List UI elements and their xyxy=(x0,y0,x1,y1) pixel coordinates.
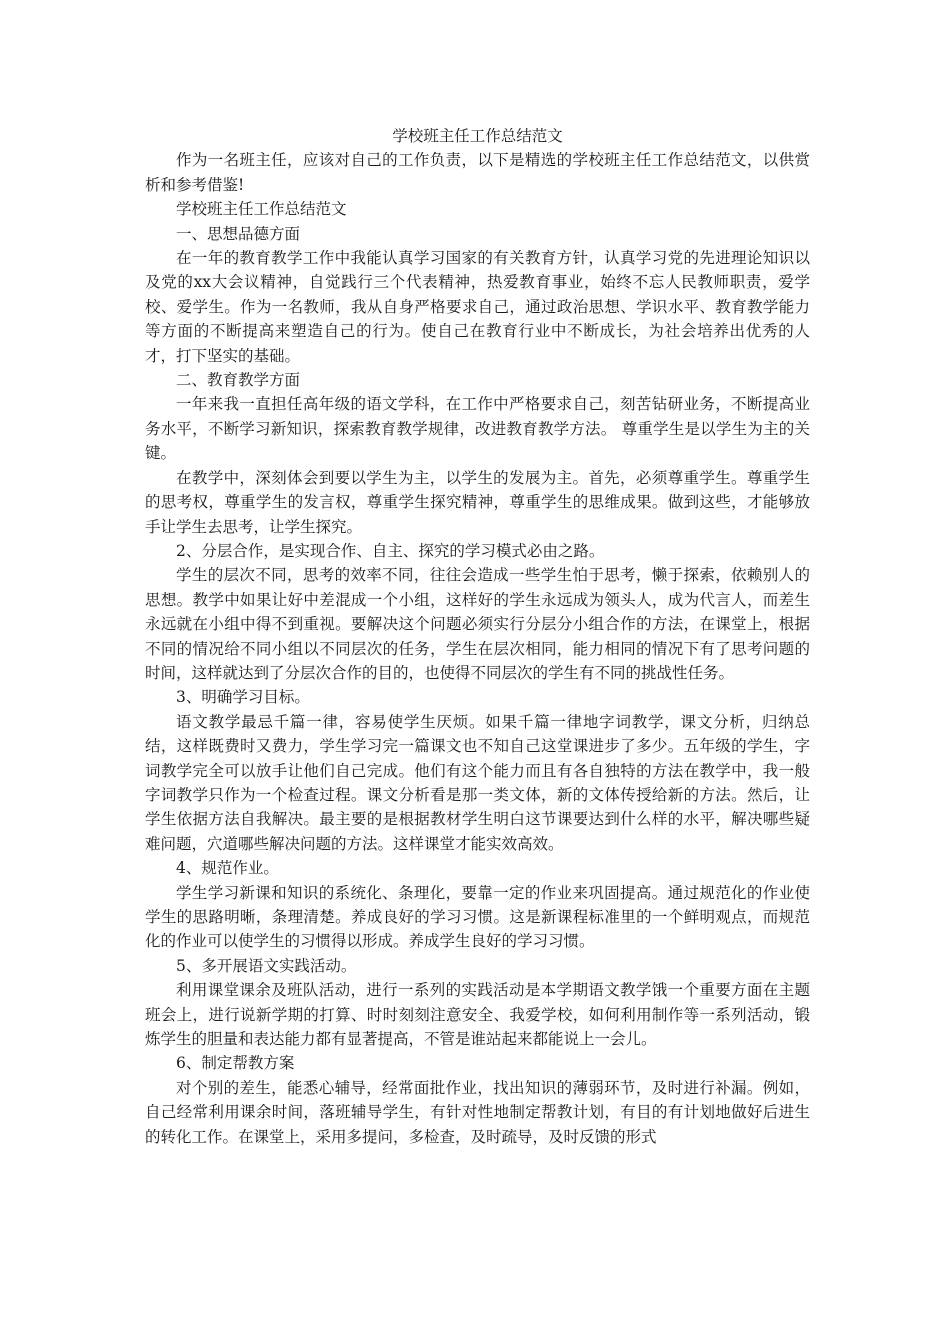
subtitle: 学校班主任工作总结范文 xyxy=(176,200,347,219)
body-paragraph: 在一年的教育教学工作中我能认真学习国家的有关教育方针，认真学习党的先进理论知识以及党的xx大会议精神，自觉践行三个代表精神，热爱教育事业，始终不忘人民教师职责，爱学校、爱学生。作为一名教师，我从自身严格要求自己，通过政治思想、学识水平、教育教学能力等方面的不断提高来塑造自己的行为。使自己在教育行业中不断成长，为社会培养出优秀的人才，打下坚实的基础。 xyxy=(145,249,810,365)
subsection-heading: 3、明确学习目标。 xyxy=(176,688,310,707)
body-paragraph: 在教学中，深刻体会到要以学生为主，以学生的发展为主。首先，必须尊重学生。尊重学生的思考权，尊重学生的发言权，尊重学生探究精神，尊重学生的思维成果。做到这些，才能够放手让学生去思考，让学生探究。 xyxy=(145,468,810,536)
document-page xyxy=(145,124,810,1149)
subsection-heading: 2、分层合作，是实现合作、自主、探究的学习模式必由之路。 xyxy=(176,541,605,560)
intro-paragraph: 作为一名班主任，应该对自己的工作负责，以下是精选的学校班主任工作总结范文，以供赏析和参考借鉴! xyxy=(145,151,810,194)
subsection-heading: 5、多开展语文实践活动。 xyxy=(176,956,357,975)
body-paragraph: 一年来我一直担任高年级的语文学科，在工作中严格要求自己，刻苦钻研业务，不断提高业务水平，不断学习新知识，探索教育教学规律，改进教育教学方法。 尊重学生是以学生为主的关键。 xyxy=(145,395,810,463)
body-paragraph: 语文教学最忌千篇一律，容易使学生厌烦。如果千篇一律地字词教学，课文分析，归纳总结，这样既费时又费力，学生学习完一篇课文也不知自己这堂课进步了多少。五年级的学生，字词教学完全可以放手让他们自己完成。他们有这个能力而且有各自独特的方法在教学中，我一般字词教学只作为一个检查过程。课文分析看是那一类文体，新的文体传授给新的方法。然后，让学生依据方法自我解决。最主要的是根据教材学生明白这节课要达到什么样的水平，解决哪些疑难问题，穴道哪些解决问题的方法。这样课堂才能实效高效。 xyxy=(145,712,810,853)
section-heading-moral: 一、思想品德方面 xyxy=(176,224,301,243)
body-paragraph: 学生的层次不同，思考的效率不同，往往会造成一些学生怕于思考，懒于探索，依赖别人的思想。教学中如果让好中差混成一个小组，这样好的学生永远成为领头人，成为代言人，而差生永远就在小组中得不到重视。要解决这个问题必须实行分层分小组合作的方法，在课堂上，根据不同的情况给不同小组以不同层次的任务，学生在层次相同，能力相同的情况下有了思考问题的时间，这样就达到了分层次合作的目的，也使得不同层次的学生有不同的挑战性任务。 xyxy=(145,566,810,682)
section-heading-teaching: 二、教育教学方面 xyxy=(176,371,301,390)
subsection-heading: 6、制定帮教方案 xyxy=(176,1054,295,1073)
subsection-heading: 4、规范作业。 xyxy=(176,859,279,878)
body-paragraph: 利用课堂课余及班队活动，进行一系列的实践活动是本学期语文教学饿一个重要方面在主题班会上，进行说新学期的打算、时时刻刻注意安全、我爱学校，如何利用制作等一系列活动，锻炼学生的胆量和表达能力都有显著提高，不管是谁站起来都能说上一会儿。 xyxy=(145,981,810,1049)
body-paragraph: 对个别的差生，能悉心辅导，经常面批作业，找出知识的薄弱环节，及时进行补漏。例如，自己经常利用课余时间，落班辅导学生，有针对性地制定帮教计划，有目的有计划地做好后进生的转化工作。在课堂上，采用多提问，多检查，及时疏导，及时反馈的形式 xyxy=(145,1078,810,1146)
document-title: 学校班主任工作总结范文 xyxy=(392,127,563,145)
body-paragraph: 学生学习新课和知识的系统化、条理化，要靠一定的作业来巩固提高。通过规范化的作业使学生的思路明晰，条理清楚。养成良好的学习习惯。这是新课程标准里的一个鲜明观点，而规范化的作业可以使学生的习惯得以形成。养成学生良好的学习习惯。 xyxy=(145,883,810,951)
